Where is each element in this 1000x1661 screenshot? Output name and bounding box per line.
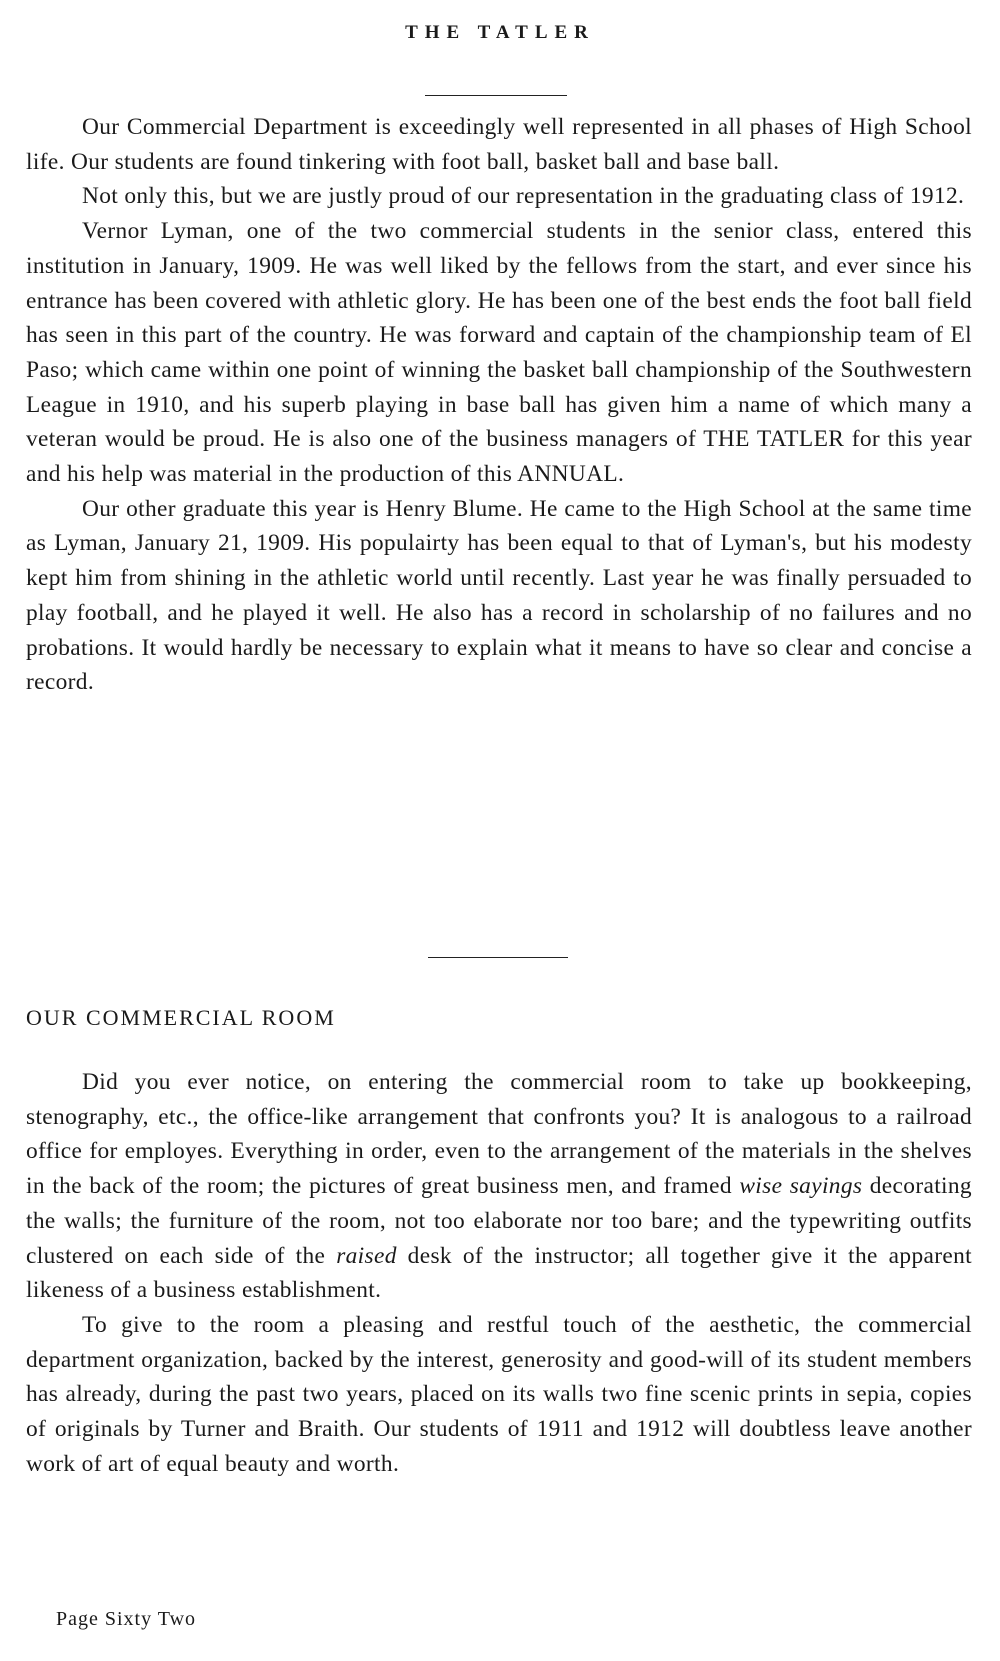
divider-rule-middle bbox=[428, 957, 568, 958]
divider-rule-top bbox=[425, 95, 567, 96]
article-commercial-department bbox=[26, 110, 972, 700]
paragraph: Vernor Lyman, one of the two commercial students in the senior class, entered this institution in January, 1909. He was well liked by the fellows from the start, and ever since his entrance has been covered with athletic glory. He has been one of the best ends the foot ball field has seen in this part of the country. He was forward and captain of the championship team of El Paso; which came within one point of winning the basket ball championship of the Southwestern League in 1910, and his superb playing in base ball has given him a name of which many a veteran would be proud. He is also one of the business managers of THE TATLER for this year and his help was material in the production of this ANNUAL. bbox=[26, 218, 972, 488]
paragraph: Our other graduate this year is Henry Blume. He came to the High School at the same time as Lyman, January 21, 1909. His populairty has been equal to that of Lyman's, but his modesty kept him from shining in the athletic world until recently. Last year he was finally persuaded to play football, and he played it well. He also has a record in scholarship of no failures and no probations. It would hardly be necessary to explain what it means to have so clear and concise a record. bbox=[26, 495, 972, 696]
paragraph: Our Commercial Department is exceedingly well represented in all phases of High School life. Our students are found tinkering with foot ball, basket ball and base ball. bbox=[26, 114, 972, 175]
text-run: decorating the walls; the furniture of the room, not too elaborate nor too bare; and the typewriting outfits clustered on each side of the bbox=[26, 1173, 972, 1269]
section-heading: OUR COMMERCIAL ROOM bbox=[26, 1005, 336, 1030]
text-run: Did you ever notice, on entering the commercial room to take up bookkeeping, stenography, etc., the office-like arrangement that confronts you? It is analogous to a railroad office for employes. Everything in order, even to the arrangement of the materials in the shelves in the back of the room; the pictures of great business men, and framed bbox=[26, 1069, 972, 1200]
page-number: Page Sixty Two bbox=[56, 1608, 197, 1630]
running-head: THE TATLER bbox=[405, 22, 595, 43]
italic-text: wise sayings bbox=[739, 1173, 863, 1200]
article-commercial-room bbox=[26, 1065, 972, 1481]
paragraph: Not only this, but we are justly proud of our representation in the graduating class of 1912. bbox=[82, 183, 965, 210]
text-run: desk of the instructor; all together give it the apparent likeness of a business establishment. bbox=[26, 1242, 972, 1304]
paragraph: To give to the room a pleasing and restful touch of the aesthetic, the commercial department organization, backed by the interest, generosity and good-will of its student members has already, during the past two years, placed on its walls two fine scenic prints in sepia, copies of originals by Turner and Braith. Our students of 1911 and 1912 will doubtless leave another work of art of equal beauty and worth. bbox=[26, 1311, 972, 1477]
paragraph bbox=[26, 1065, 972, 1308]
italic-text: raised bbox=[336, 1242, 397, 1269]
